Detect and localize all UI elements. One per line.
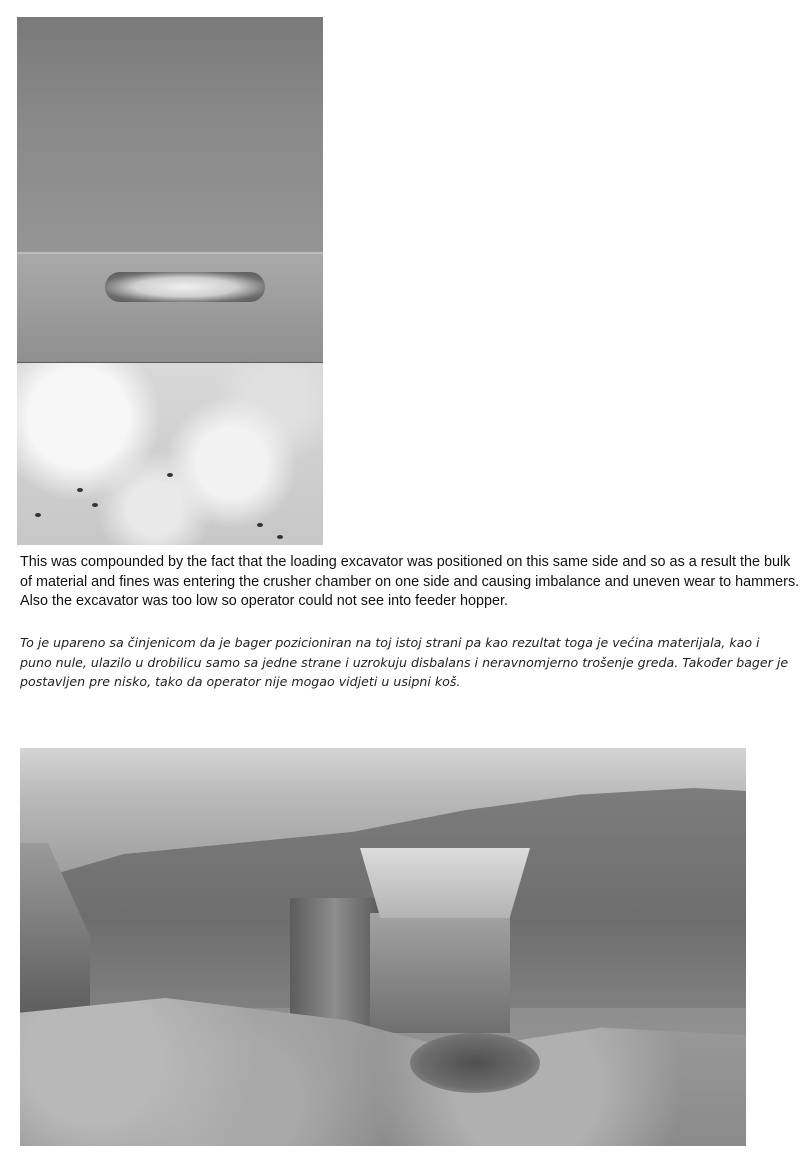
rock-speck — [92, 503, 98, 507]
chamber-wall — [17, 17, 323, 252]
paragraph-english: This was compounded by the fact that the loading excavator was positioned on this same side and so as a result the bulk of material and fines was entering the crusher chamber on one side and causing imbalance and uneven wear to hammers. Also the excavator was too low so operator could not see into feeder hopper. — [20, 554, 800, 610]
rock-speck — [257, 523, 263, 527]
crusher-and-excavator-site-photo — [20, 748, 746, 1146]
crusher-chamber-photo — [17, 17, 323, 545]
feeder-hopper — [360, 848, 530, 918]
chamber-slot — [105, 272, 265, 302]
discharge-area — [410, 1033, 540, 1093]
paragraph-croatian: To je upareno sa činjenicom da je bager pozicioniran na toj istoj strani pa kao rezultat toga je većina materijala, kao i puno nule, ulazilo u drobilicu samo sa jedne strane i uzrokuju disbalans i neravnomjerno trošenje greda. Također bager je postavljen pre nisko, tako da operator nije mogao vidjeti u usipni koš. — [20, 635, 789, 690]
material-pile — [17, 363, 323, 545]
crusher-body — [370, 913, 510, 1033]
rock-speck — [77, 488, 83, 492]
chamber-band — [17, 252, 323, 365]
rock-speck — [277, 535, 283, 539]
rock-speck — [35, 513, 41, 517]
rock-speck — [167, 473, 173, 477]
